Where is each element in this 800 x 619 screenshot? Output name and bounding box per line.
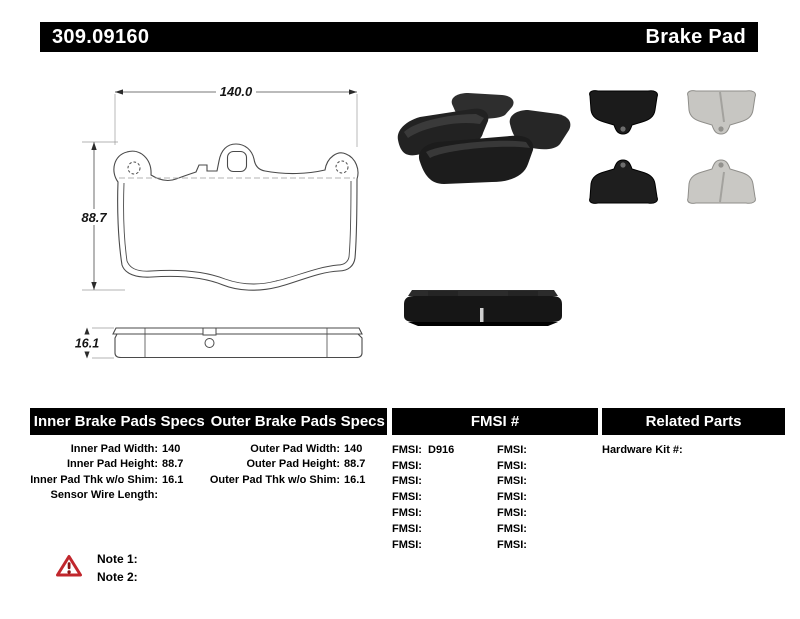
outer-specs-table: [208, 441, 384, 488]
sensor-hole: [205, 339, 214, 348]
center-notch: [203, 328, 216, 335]
fmsi-table: [392, 442, 602, 553]
pad-friction-bottom: [688, 160, 756, 203]
fmsi-label: FMSI:: [392, 522, 422, 535]
spec-label: Inner Pad Width:: [70, 442, 158, 455]
fmsi-row: [392, 458, 497, 474]
pad-edge-shadow: [408, 322, 558, 326]
inner-specs-title: Inner Brake Pads Specs: [33, 413, 205, 430]
fmsi-label: FMSI:: [497, 459, 527, 472]
pad-edge-body: [115, 334, 362, 358]
inner-specs-table: [30, 441, 202, 503]
spec-label: Outer Pad Thk w/o Shim:: [209, 473, 340, 486]
spec-row: [30, 472, 202, 488]
pad-backing-top: [590, 91, 658, 134]
fmsi-row: [497, 458, 602, 474]
height-dim-label: 88.7: [81, 210, 107, 225]
photo-pad-edge: [398, 286, 568, 328]
spec-value: 140: [162, 442, 181, 455]
pad-inner-contour: [124, 181, 351, 284]
pad-backing-bottom: [590, 160, 658, 203]
fmsi-title: FMSI #: [470, 413, 520, 430]
fmsi-row: [497, 442, 602, 458]
note-line: Note 2:: [97, 569, 138, 584]
fmsi-label: FMSI:: [497, 522, 527, 535]
pads-specs-header-bar: [30, 408, 387, 435]
fmsi-label: FMSI:: [497, 507, 527, 520]
width-dim-label: 140.0: [219, 84, 253, 99]
product-name: Brake Pad: [645, 25, 746, 48]
related-parts-header-bar: [602, 408, 785, 435]
spec-value: 88.7: [344, 458, 366, 471]
fmsi-column-1: [392, 442, 497, 553]
spec-value: 140: [344, 442, 363, 455]
tab-hole: [228, 152, 247, 172]
fmsi-row: [392, 537, 497, 553]
fmsi-label: FMSI:: [392, 459, 422, 472]
spec-label: Outer Pad Height:: [246, 458, 340, 471]
fmsi-label: FMSI:: [392, 507, 422, 520]
related-parts-title: Related Parts: [645, 413, 742, 430]
related-parts-table: [602, 442, 687, 458]
title-bar: [40, 22, 758, 52]
side-view-drawing: [40, 318, 380, 373]
fmsi-row: [497, 474, 602, 490]
spec-row: [30, 441, 202, 457]
fmsi-label: FMSI:: [392, 538, 422, 551]
fmsi-header-bar: [392, 408, 598, 435]
pad-edge-notch: [480, 308, 484, 322]
spec-value: 16.1: [162, 473, 184, 486]
notes-block: [97, 551, 138, 586]
fmsi-label: FMSI:: [392, 491, 422, 504]
thickness-dim-label: 16.1: [74, 336, 100, 351]
right-ear-hole: [336, 161, 348, 173]
fmsi-row: [392, 505, 497, 521]
fmsi-row: [392, 474, 497, 490]
pad-friction-top: [688, 91, 756, 134]
spec-value: 16.1: [344, 473, 366, 486]
spec-label: Outer Pad Width:: [250, 442, 340, 455]
front-view-drawing: [30, 75, 370, 310]
spec-label: Inner Pad Height:: [66, 458, 158, 471]
fmsi-row: [392, 521, 497, 537]
spec-row: [208, 472, 384, 488]
photo-pad-set: [576, 82, 768, 208]
fmsi-row: [392, 442, 497, 458]
thickness-dimension: [75, 328, 114, 359]
height-dimension: [72, 142, 125, 290]
warning-icon: [56, 554, 82, 578]
spec-label: Inner Pad Thk w/o Shim:: [30, 473, 158, 486]
fmsi-row: [497, 489, 602, 505]
spec-row: [208, 441, 384, 457]
fmsi-label: FMSI:: [497, 443, 527, 456]
spec-row: [30, 457, 202, 473]
fmsi-value: D916: [428, 443, 455, 456]
left-ear-hole: [128, 162, 140, 174]
note-line: Note 1:: [97, 552, 138, 566]
fmsi-row: [497, 537, 602, 553]
fmsi-label: FMSI:: [392, 443, 422, 456]
fmsi-column-2: [497, 442, 602, 553]
spec-row: [30, 488, 202, 504]
spec-row: [208, 457, 384, 473]
photo-pads-loose: [392, 88, 577, 198]
fmsi-label: FMSI:: [497, 538, 527, 551]
fmsi-row: [497, 505, 602, 521]
spec-value: 88.7: [162, 458, 184, 471]
fmsi-row: [392, 489, 497, 505]
fmsi-label: FMSI:: [497, 491, 527, 504]
related-label: Hardware Kit #:: [602, 443, 683, 456]
related-row: [602, 442, 687, 458]
fmsi-row: [497, 521, 602, 537]
spec-label: Sensor Wire Length:: [50, 489, 158, 502]
outer-specs-title: Outer Brake Pads Specs: [210, 413, 385, 430]
part-number: 309.09160: [52, 25, 150, 48]
fmsi-label: FMSI:: [392, 475, 422, 488]
fmsi-label: FMSI:: [497, 475, 527, 488]
width-dimension: [115, 84, 357, 147]
backing-strip: [113, 328, 362, 334]
